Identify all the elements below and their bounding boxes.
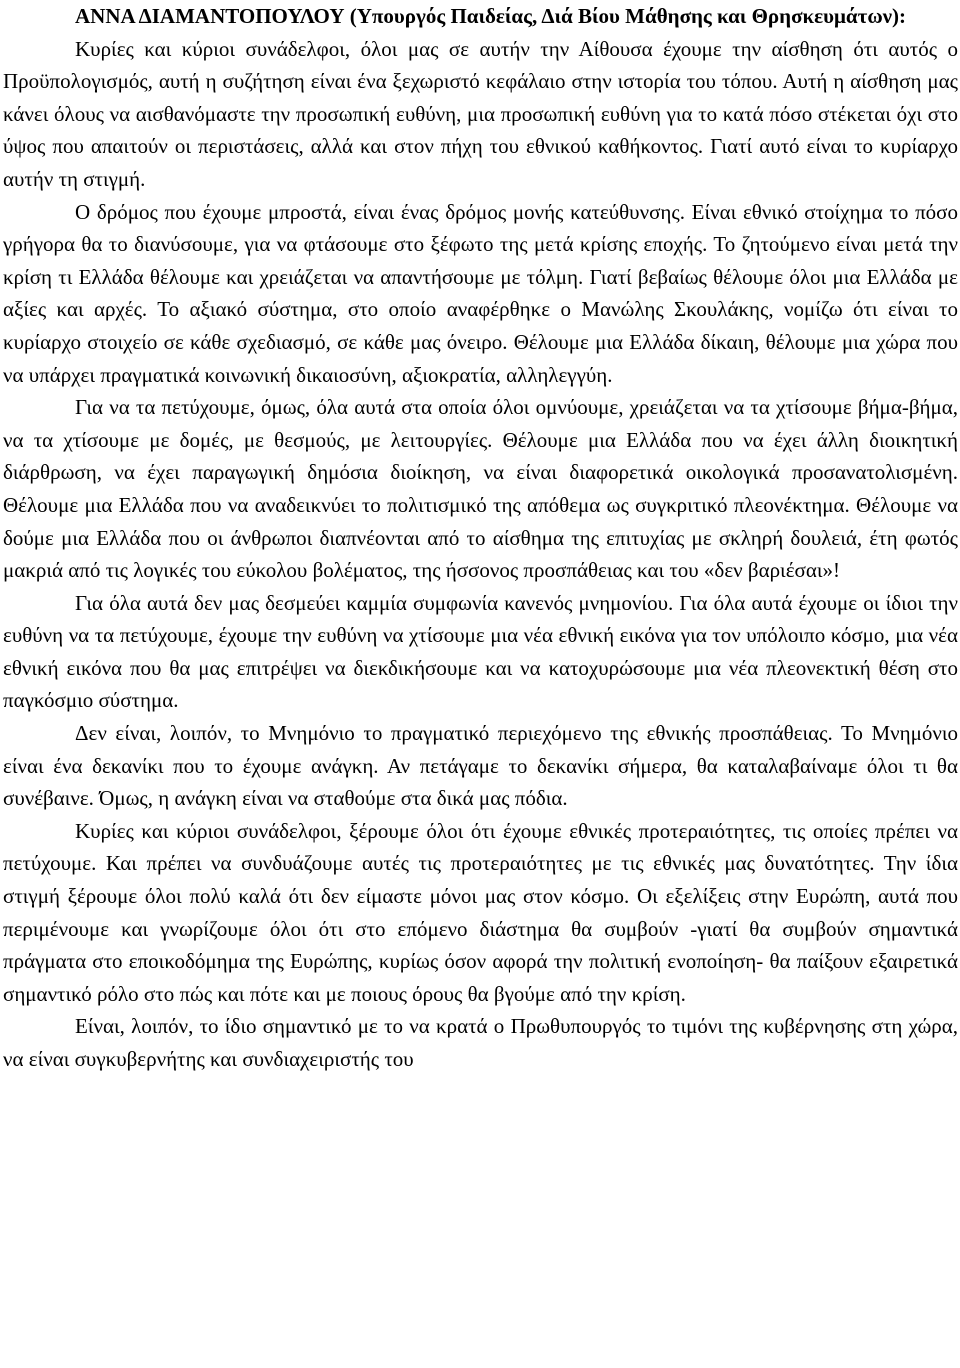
paragraph-3: Για να τα πετύχουμε, όμως, όλα αυτά στα οποία όλοι ομνύουμε, χρειάζεται να τα χτίσουμε βήμα-βήμα, να τα χτίσουμε με δομές, με θεσμούς, με λειτουργίες. Θέλουμε μια Ελλάδα που να έχει άλλη διοικητική διάρθρωση, να έχει παραγωγική δημόσια διοίκηση, να είναι διαφορετικά οικολογικά προσανατολισμένη. Θέλουμε μια Ελλάδα που να αναδεικνύει το πολιτισμικό της απόθεμα ως συγκριτικό πλεονέκτημα. Θέλουμε να δούμε μια Ελλάδα που οι άνθρωποι διαπνέονται από το αίσθημα της επιτυχίας με σκληρή δουλειά, έτη φωτός μακριά από τις λογικές του εύκολου βολέματος, της ήσσονος προσπάθειας και του «δεν βαριέσαι»!	[3, 395, 958, 583]
speaker-paragraph	[3, 0, 958, 33]
paragraph-2: Ο δρόμος που έχουμε μπροστά, είναι ένας δρόμος μονής κατεύθυνσης. Είναι εθνικό στοίχημα το πόσο γρήγορα θα το διανύσουμε, για να φτάσουμε στο ξέφωτο της μετά κρίσης εποχής. Το ζητούμενο είναι μετά την κρίση τι Ελλάδα θέλουμε και χρειάζεται να απαντήσουμε με τόλμη. Γιατί βεβαίως θέλουμε όλοι μια Ελλάδα με αξίες και αρχές. Το αξιακό σύστημα, στο οποίο αναφέρθηκε ο Μανώλης Σκουλάκης, νομίζω ότι είναι το κυρίαρχο στοιχείο σε κάθε σχεδιασμό, σε κάθε μας όνειρο. Θέλουμε μια Ελλάδα δίκαιη, θέλουμε μια χώρα που να υπάρχει πραγματικά κοινωνική δικαιοσύνη, αξιοκρατία, αλληλεγγύη.	[3, 199, 958, 387]
paragraph-4: Για όλα αυτά δεν μας δεσμεύει καμμία συμφωνία κανενός μνημονίου. Για όλα αυτά έχουμε οι ίδιοι την ευθύνη να τα πετύχουμε, έχουμε την ευθύνη να χτίσουμε μια νέα εθνική εικόνα για τον υπόλοιπο κόσμο, μια νέα εθνική εικόνα που θα μας επιτρέψει να διεκδικήσουμε και να κατοχυρώσουμε μια νέα πλεονεκτική θέση στο παγκόσμιο σύστημα.	[3, 590, 958, 713]
paragraph-7: Είναι, λοιπόν, το ίδιο σημαντικό με το να κρατά ο Πρωθυπουργός το τιμόνι της κυβέρνησης στη χώρα, να είναι συγκυβερνήτης και συνδιαχειριστής του	[3, 1014, 958, 1071]
speaker-name: ΑΝΝΑ ΔΙΑΜΑΝΤΟΠΟΥΛΟΥ (Υπουργός Παιδείας, Διά Βίου Μάθησης και Θρησκευμάτων):	[75, 4, 907, 28]
paragraph-6: Κυρίες και κύριοι συνάδελφοι, ξέρουμε όλοι ότι έχουμε εθνικές προτεραιότητες, τις οποίες πρέπει να πετύχουμε. Και πρέπει να συνδυάζουμε αυτές τις προτεραιότητες με τις εθνικές μας δυνατότητες. Την ίδια στιγμή ξέρουμε όλοι πολύ καλά ότι δεν είμαστε μόνοι μας στον κόσμο. Οι εξελίξεις στην Ευρώπη, αυτά που περιμένουμε και γνωρίζουμε όλοι ότι στο επόμενο διάστημα θα συμβούν -γιατί θα συμβούν σημαντικά πράγματα στο εποικοδόμημα της Ευρώπης, κυρίως όσον αφορά την πολιτική ενοποίηση- θα παίξουν εξαιρετικά σημαντικό ρόλο στο πώς και πότε και με ποιους όρους θα βγούμε από την κρίση.	[3, 818, 958, 1006]
paragraph-1: Κυρίες και κύριοι συνάδελφοι, όλοι μας σε αυτήν την Αίθουσα έχουμε την αίσθηση ότι αυτός ο Προϋπολογισμός, αυτή η συζήτηση είναι ένα ξεχωριστό κεφάλαιο στην ιστορία του τόπου. Αυτή η αίσθηση μας κάνει όλους να αισθανόμαστε την προσωπική ευθύνη, μια προσωπική ευθύνη για το κατά πόσο στέκεται όχι στο ύψος που απαιτούν οι περιστάσεις, αλλά και στον πήχη του εθνικού καθήκοντος. Γιατί αυτό είναι το κυρίαρχο αυτήν τη στιγμή.	[3, 36, 958, 191]
paragraph-5: Δεν είναι, λοιπόν, το Μνημόνιο το πραγματικό περιεχόμενο της εθνικής προσπάθειας. Το Μνημόνιο είναι ένα δεκανίκι που το έχουμε ανάγκη. Αν πετάγαμε το δεκανίκι σήμερα, θα καταλαβαίναμε όλοι τι θα συνέβαινε. Όμως, η ανάγκη είναι να σταθούμε στα δικά μας πόδια.	[3, 721, 958, 811]
